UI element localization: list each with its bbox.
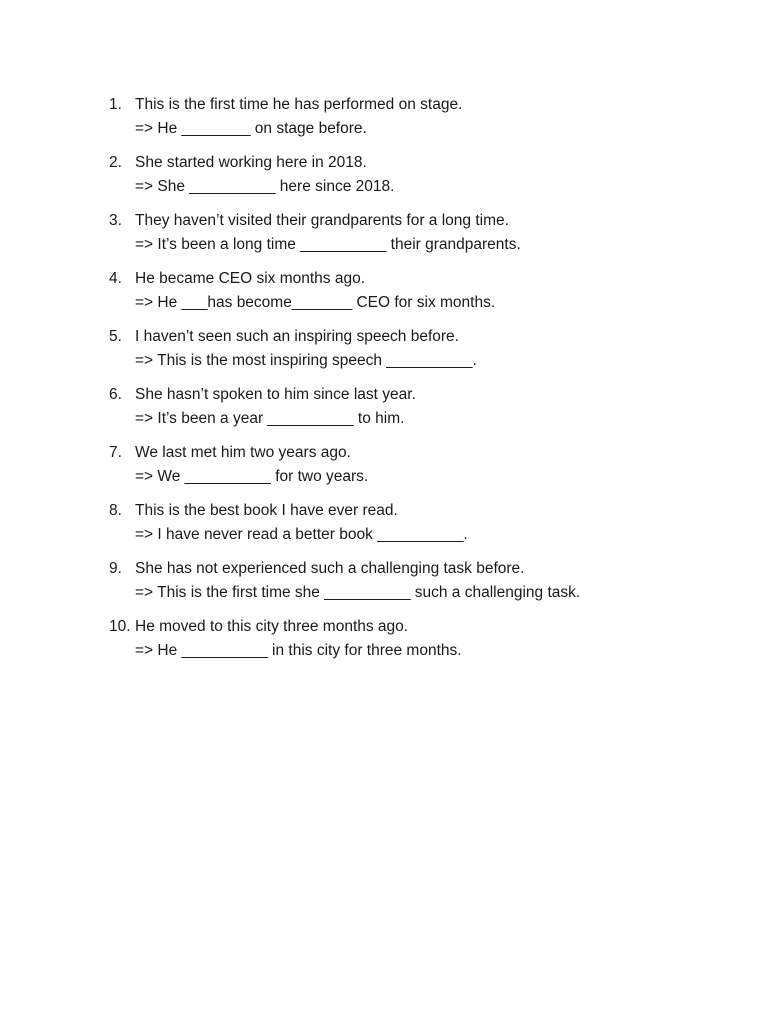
original-sentence: She hasn’t spoken to him since last year. [135, 386, 416, 403]
rewrite-prompt: => He ________ on stage before. [135, 120, 367, 137]
item-number: 10. [109, 618, 131, 635]
item-number: 4. [109, 270, 122, 287]
exercise-item [109, 615, 729, 673]
exercise-item [109, 325, 729, 383]
original-sentence: He moved to this city three months ago. [135, 618, 409, 635]
item-number: 5. [109, 328, 122, 345]
original-sentence: He became CEO six months ago. [135, 270, 366, 287]
original-sentence: We last met him two years ago. [135, 444, 351, 461]
exercise-item [109, 93, 729, 151]
item-number: 9. [109, 560, 122, 577]
exercise-item [109, 383, 729, 441]
exercise-item [109, 151, 729, 209]
exercise-list [109, 93, 729, 673]
original-sentence: I haven’t seen such an inspiring speech before. [135, 328, 459, 345]
rewrite-prompt: => He ___has become_______ CEO for six months. [135, 294, 496, 311]
original-sentence: This is the first time he has performed on stage. [135, 96, 463, 113]
original-sentence: This is the best book I have ever read. [135, 502, 398, 519]
exercise-item [109, 209, 729, 267]
item-number: 3. [109, 212, 122, 229]
item-number: 7. [109, 444, 122, 461]
item-number: 6. [109, 386, 122, 403]
exercise-item [109, 499, 729, 557]
rewrite-prompt: => She __________ here since 2018. [135, 178, 395, 195]
original-sentence: She has not experienced such a challenging task before. [135, 560, 525, 577]
rewrite-prompt: => This is the most inspiring speech __________. [135, 352, 477, 369]
rewrite-prompt: => We __________ for two years. [135, 468, 369, 485]
rewrite-prompt: => He __________ in this city for three months. [135, 642, 462, 659]
original-sentence: They haven’t visited their grandparents for a long time. [135, 212, 509, 229]
item-number: 1. [109, 96, 122, 113]
item-number: 2. [109, 154, 122, 171]
exercise-item [109, 267, 729, 325]
item-number: 8. [109, 502, 122, 519]
rewrite-prompt: => I have never read a better book __________. [135, 526, 468, 543]
exercise-item [109, 441, 729, 499]
rewrite-prompt: => This is the first time she __________ such a challenging task. [135, 584, 581, 601]
rewrite-prompt: => It’s been a long time __________ their grandparents. [135, 236, 521, 253]
rewrite-prompt: => It’s been a year __________ to him. [135, 410, 405, 427]
original-sentence: She started working here in 2018. [135, 154, 367, 171]
exercise-item [109, 557, 729, 615]
